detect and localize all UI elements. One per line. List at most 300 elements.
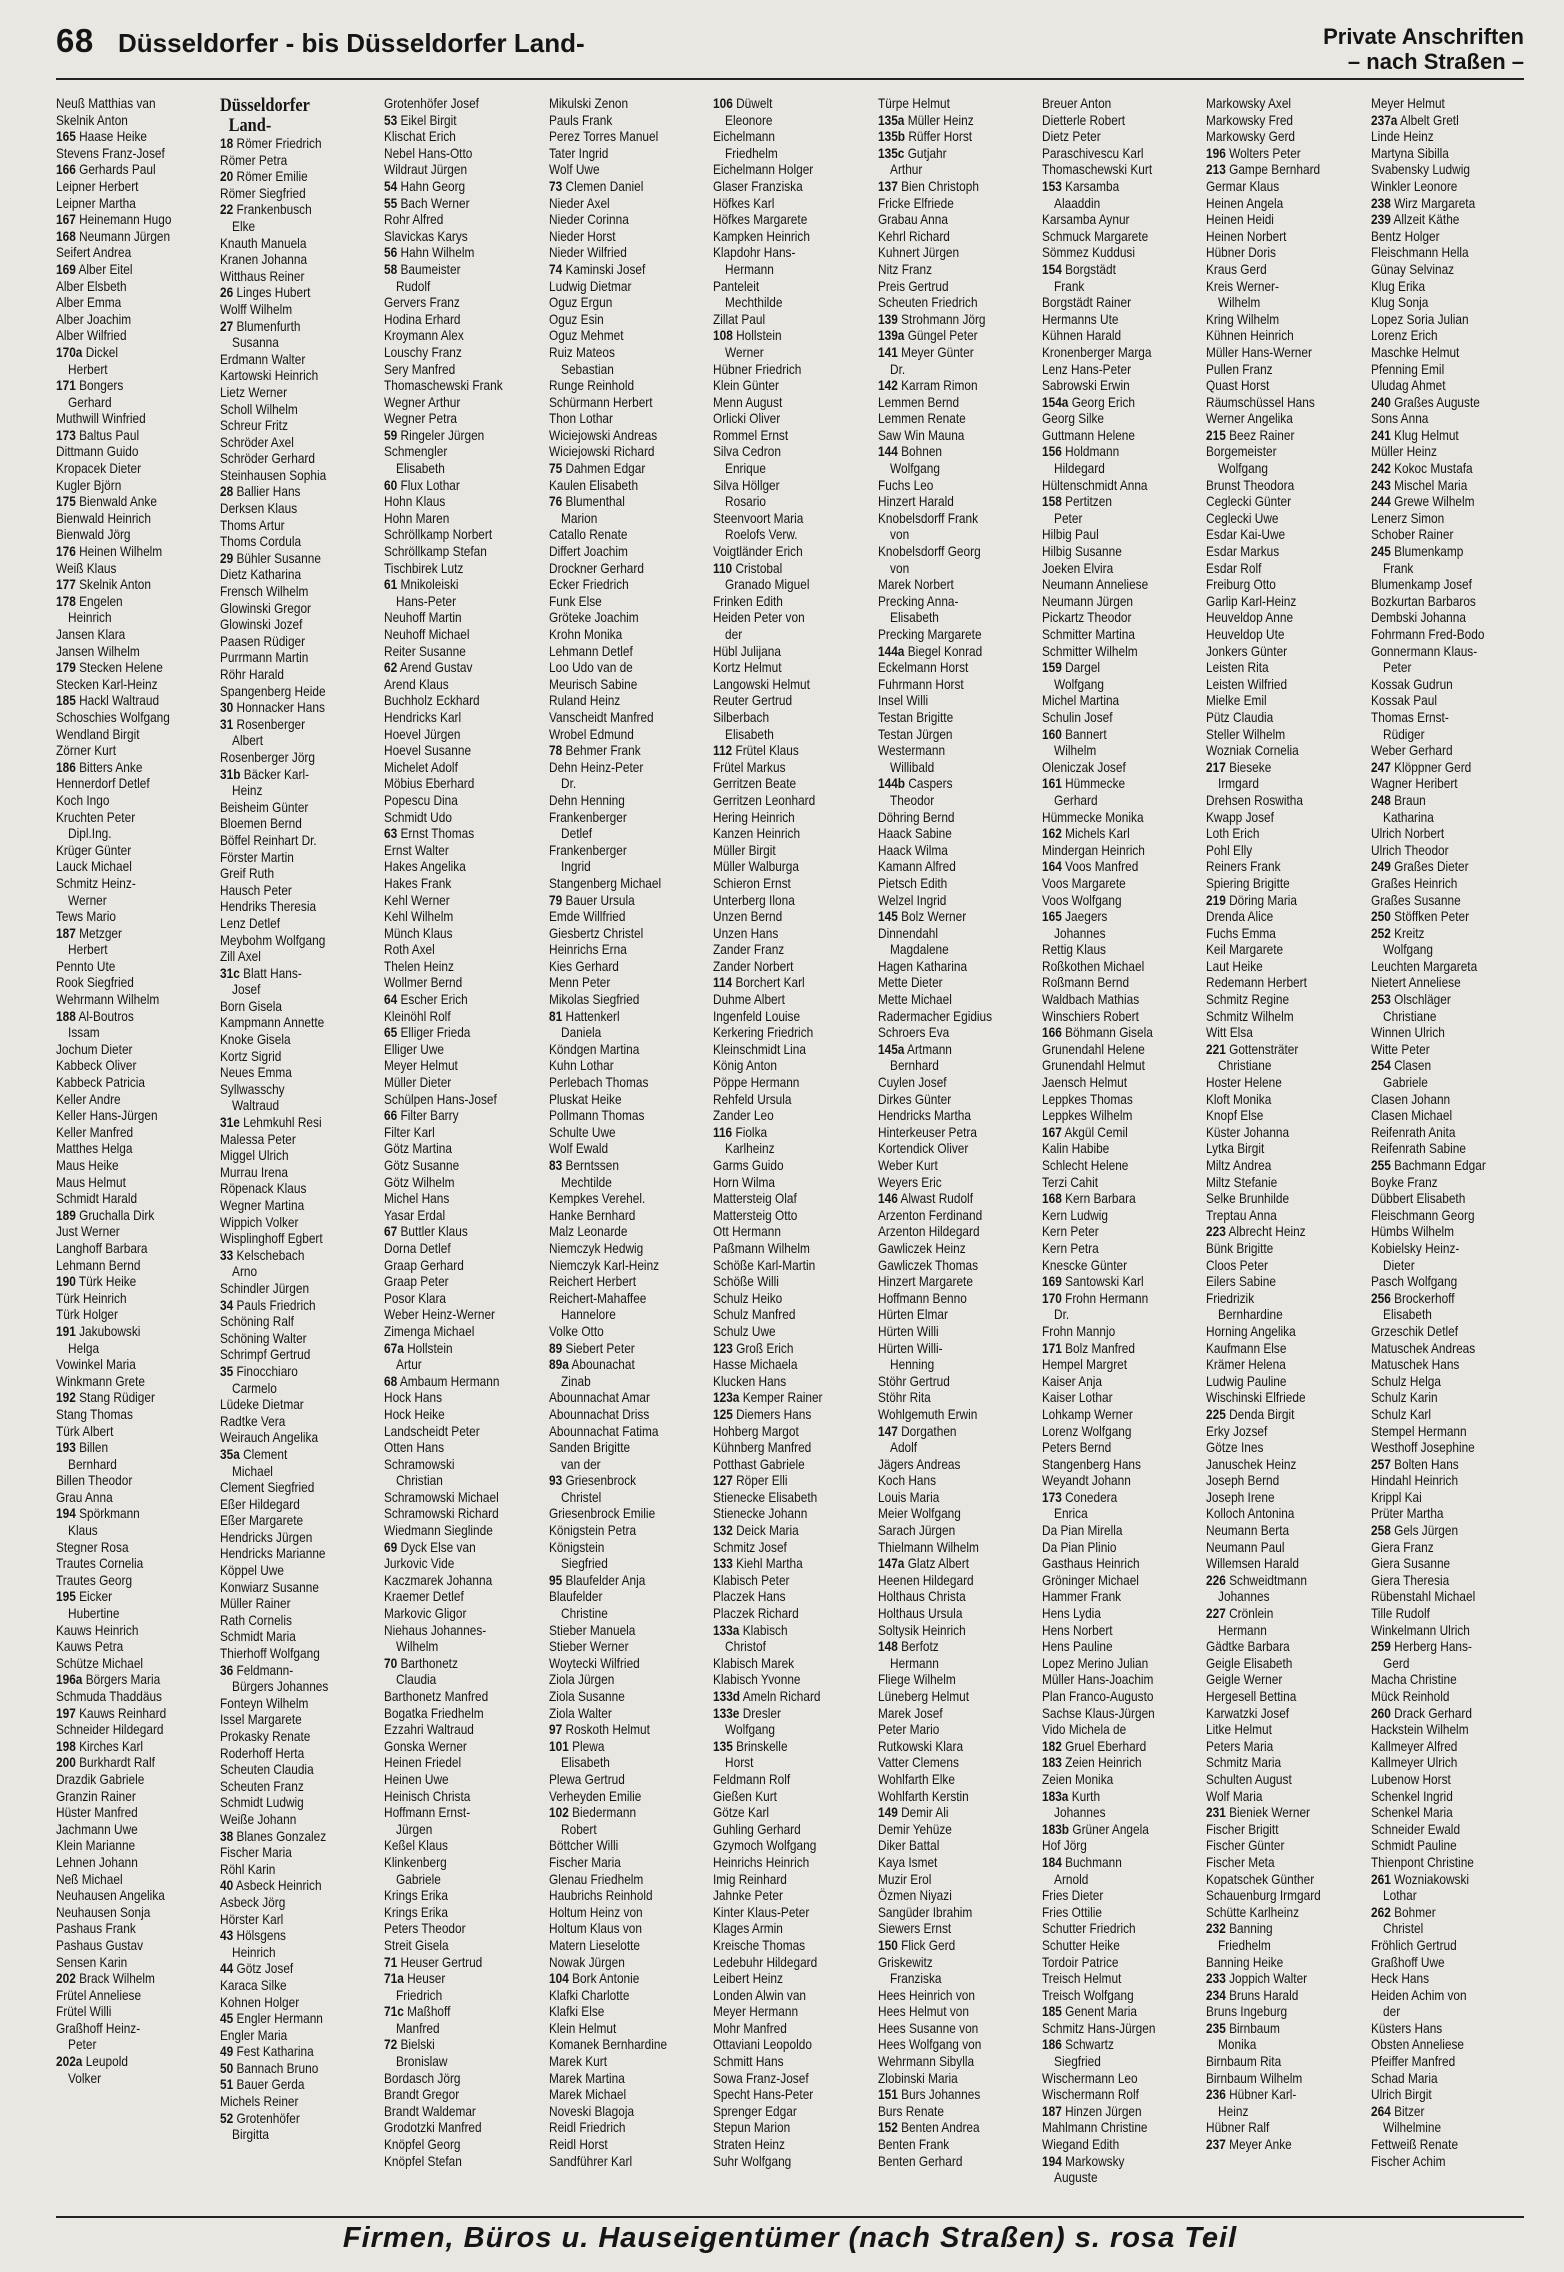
- directory-entry: Dorna Detlef: [384, 1240, 451, 1256]
- directory-entry: Christiane: [1383, 1008, 1437, 1024]
- directory-entry: Bienwald Jörg: [56, 527, 131, 543]
- directory-entry: Schenkel Maria: [1371, 1805, 1453, 1821]
- house-number: 171: [1042, 1340, 1062, 1356]
- directory-entry: Klucken Hans: [713, 1373, 787, 1389]
- directory-entry: Johannes: [1054, 925, 1106, 941]
- directory-entry: Müller Rainer: [220, 1596, 291, 1612]
- directory-entry: Schroers Eva: [878, 1025, 950, 1041]
- directory-entry: Londen Alwin van: [713, 1987, 807, 2003]
- directory-entry: 123a Kemper Rainer: [713, 1390, 823, 1406]
- directory-entry: Radermacher Egidius: [878, 1008, 993, 1024]
- directory-entry: Frankenberger: [549, 842, 627, 858]
- directory-entry: Detlef: [561, 826, 593, 842]
- directory-entry: Christine: [561, 1606, 608, 1622]
- directory-entry: Jachmann Uwe: [56, 1821, 138, 1837]
- directory-entry: Elliger Uwe: [384, 1041, 445, 1057]
- directory-entry: Kehl Wilhelm: [384, 909, 454, 925]
- house-number: 133a: [713, 1622, 740, 1638]
- directory-entry: Heinz: [1218, 2103, 1249, 2119]
- directory-entry: Fischer Brigitt: [1206, 1821, 1279, 1837]
- directory-entry: 160 Bannert: [1042, 726, 1107, 742]
- house-number: 95: [549, 1572, 563, 1588]
- directory-entry: Wildraut Jürgen: [384, 162, 468, 178]
- directory-entry: Zeien Monika: [1042, 1771, 1114, 1787]
- directory-entry: 60 Flux Lothar: [384, 477, 460, 493]
- directory-entry: Fischer Meta: [1206, 1854, 1275, 1870]
- house-number: 106: [713, 96, 733, 111]
- directory-entry: Heinrich: [232, 1944, 276, 1960]
- directory-entry: 110 Cristobal: [713, 560, 783, 576]
- directory-entry: Dr.: [1054, 1307, 1070, 1323]
- house-number: 50: [220, 2060, 234, 2076]
- directory-entry: Leibert Heinz: [713, 1971, 783, 1987]
- directory-entry: Kabbeck Patricia: [56, 1075, 146, 1091]
- directory-entry: Maus Helmut: [56, 1174, 126, 1190]
- directory-entry: 106 Düwelt: [713, 96, 773, 111]
- directory-entry: Zander Franz: [713, 942, 785, 958]
- directory-entry: Pluskat Heike: [549, 1091, 622, 1107]
- house-number: 259: [1371, 1639, 1391, 1655]
- house-number: 176: [56, 544, 76, 560]
- directory-entry: Rommel Ernst: [713, 427, 789, 443]
- directory-entry: Gerhard: [1054, 792, 1098, 808]
- directory-entry: Hörster Karl: [220, 1911, 284, 1927]
- house-number: 197: [56, 1705, 76, 1721]
- directory-entry: Fischer Günter: [1206, 1838, 1285, 1854]
- house-number: 152: [878, 2120, 898, 2136]
- directory-entry: Greif Ruth: [220, 866, 275, 882]
- directory-entry: Weirauch Angelika: [220, 1430, 319, 1446]
- directory-entry: Fuchs Emma: [1206, 925, 1276, 941]
- house-number: 256: [1371, 1290, 1391, 1306]
- directory-entry: Holtum Heinz von: [549, 1904, 643, 1920]
- house-number: 160: [1042, 726, 1062, 742]
- directory-entry: 22 Frankenbusch: [220, 202, 312, 218]
- directory-entry: Leppkes Thomas: [1042, 1091, 1133, 1107]
- directory-entry: Döhring Bernd: [878, 809, 955, 825]
- directory-entry: Buchholz Eckhard: [384, 693, 480, 709]
- directory-entry: Kuhnert Jürgen: [878, 245, 960, 261]
- directory-entry: Dübbert Elisabeth: [1371, 1191, 1466, 1207]
- house-number: 213: [1206, 162, 1226, 178]
- directory-entry: 40 Asbeck Heinrich: [220, 1878, 322, 1894]
- directory-entry: Alber Joachim: [56, 311, 132, 327]
- directory-entry: Unterberg Ilona: [713, 892, 795, 908]
- directory-entry: Rosenberger Jörg: [220, 749, 315, 765]
- directory-entry: Kühnen Heinrich: [1206, 328, 1294, 344]
- directory-entry: Artur: [396, 1357, 422, 1373]
- directory-entry: Reidl Friedrich: [549, 2120, 626, 2136]
- directory-entry: Neumann Paul: [1206, 1539, 1285, 1555]
- directory-entry: Türk Albert: [56, 1423, 114, 1439]
- directory-entry: Meyer Helmut: [384, 1058, 458, 1074]
- house-number: 189: [56, 1207, 76, 1223]
- house-number: 253: [1371, 992, 1391, 1008]
- house-number: 75: [549, 461, 563, 477]
- directory-entry: Lüneberg Helmut: [878, 1689, 970, 1704]
- directory-entry: 169 Alber Eitel: [56, 261, 133, 277]
- house-number: 45: [220, 2011, 234, 2027]
- directory-entry: 183 Zeien Heinrich: [1042, 1755, 1142, 1771]
- directory-entry: Soltysik Heinrich: [878, 1622, 966, 1638]
- directory-entry: 196 Wolters Peter: [1206, 145, 1301, 161]
- directory-entry: Martyna Sibilla: [1371, 145, 1449, 161]
- house-number: 71: [384, 1954, 398, 1970]
- directory-entry: Bernhardine: [1218, 1307, 1283, 1323]
- directory-entry: Ziola Susanne: [549, 1689, 625, 1704]
- directory-entry: Grabau Anna: [878, 212, 948, 228]
- directory-entry: 104 Bork Antonie: [549, 1971, 640, 1987]
- house-number: 249: [1371, 859, 1391, 875]
- directory-entry: Kraus Gerd: [1206, 261, 1267, 277]
- directory-entry: 219 Döring Maria: [1206, 892, 1298, 908]
- house-number: 161: [1042, 776, 1062, 792]
- directory-entry: Kallmeyer Alfred: [1371, 1738, 1458, 1754]
- directory-entry: Giera Franz: [1371, 1539, 1434, 1555]
- directory-entry: Hürten Willi: [878, 1323, 939, 1339]
- directory-entry: Hendriks Theresia: [220, 899, 317, 915]
- directory-entry: Zillat Paul: [713, 311, 766, 327]
- directory-entry: Kropacek Dieter: [56, 461, 142, 477]
- directory-entry: 35 Finocchiaro: [220, 1363, 298, 1379]
- directory-entry: Duhme Albert: [713, 992, 785, 1008]
- directory-entry: Mette Dieter: [878, 975, 943, 991]
- directory-entry: Alber Wilfried: [56, 328, 127, 344]
- directory-entry: Freiburg Otto: [1206, 577, 1276, 593]
- directory-entry: Neuhausen Angelika: [56, 1888, 165, 1904]
- house-number: 186: [1042, 2037, 1062, 2053]
- directory-entry: Schöße Karl-Martin: [713, 1257, 816, 1273]
- directory-entry: Clasen Johann: [1371, 1091, 1451, 1107]
- directory-entry: Obsten Anneliese: [1371, 2037, 1465, 2053]
- page-footer: Firmen, Büros u. Hauseigentümer (nach Straßen) s. rosa Teil: [56, 2216, 1524, 2262]
- directory-entry: Stöhr Rita: [878, 1390, 931, 1406]
- directory-entry: Knoke Gisela: [220, 1032, 291, 1048]
- directory-entry: Ulrich Birgit: [1371, 2087, 1432, 2103]
- directory-entry: Hermann: [725, 261, 774, 277]
- directory-entry: Koch Ingo: [56, 792, 110, 808]
- directory-entry: Köndgen Martina: [549, 1041, 640, 1057]
- directory-entry: 261 Wozniakowski: [1371, 1871, 1470, 1887]
- directory-entry: Kopatschek Günther: [1206, 1871, 1315, 1887]
- house-number: 52: [220, 2110, 234, 2126]
- directory-entry: Böttcher Willi: [549, 1838, 619, 1854]
- directory-entry: Hoffmann Ernst-: [384, 1805, 471, 1821]
- directory-entry: Schober Rainer: [1371, 527, 1454, 543]
- directory-entry: Schmidt Pauline: [1371, 1838, 1457, 1854]
- house-number: 232: [1206, 1921, 1226, 1937]
- directory-entry: Plewa Gertrud: [549, 1771, 625, 1787]
- directory-entry: Türpe Helmut: [878, 96, 950, 111]
- house-number: 61: [384, 577, 398, 593]
- house-number: 142: [878, 378, 898, 394]
- directory-entry: Winschiers Robert: [1042, 1008, 1139, 1024]
- directory-entry: Hümmecke Monika: [1042, 809, 1144, 825]
- directory-entry: Menn August: [713, 394, 783, 410]
- house-number: 221: [1206, 1041, 1226, 1057]
- directory-entry: Benten Gerhard: [878, 2153, 963, 2169]
- house-number: 108: [713, 328, 733, 344]
- directory-entry: Just Werner: [56, 1224, 120, 1240]
- directory-entry: Bruns Ingeburg: [1206, 2004, 1288, 2020]
- directory-entry: Voos Margarete: [1042, 875, 1126, 891]
- directory-entry: Silberbach: [713, 709, 770, 725]
- house-number: 27: [220, 318, 234, 334]
- directory-entry: 52 Grotenhöfer: [220, 2110, 300, 2126]
- directory-entry: van der: [561, 1456, 601, 1472]
- house-number: 112: [713, 743, 733, 759]
- directory-entry: 237a Albelt Gretl: [1371, 112, 1459, 128]
- house-number: 237: [1206, 2137, 1226, 2153]
- directory-entry: Glowinski Gregor: [220, 600, 311, 616]
- directory-entry: Hermann: [1218, 1622, 1267, 1638]
- directory-entry: 177 Skelnik Anton: [56, 577, 152, 593]
- directory-entry: Hürten Elmar: [878, 1307, 948, 1323]
- directory-entry: Klischat Erich: [384, 129, 456, 145]
- directory-entry: Engler Maria: [220, 2027, 288, 2043]
- directory-entry: Wolfgang: [1054, 676, 1104, 692]
- directory-entry: Elke: [232, 218, 256, 234]
- directory-entry: Purrmann Martin: [220, 650, 309, 666]
- directory-entry: Kreis Werner-: [1206, 278, 1279, 294]
- directory-entry: Prüter Martha: [1371, 1506, 1444, 1522]
- directory-entry: Hilbig Paul: [1042, 527, 1099, 543]
- directory-entry: Issam: [68, 1025, 100, 1041]
- directory-entry: Küster Johanna: [1206, 1124, 1290, 1140]
- directory-entry: 133e Dresler: [713, 1705, 781, 1721]
- directory-entry: Redemann Herbert: [1206, 975, 1307, 991]
- house-number: 59: [384, 427, 398, 443]
- directory-entry: Schmidt Ludwig: [220, 1795, 304, 1811]
- house-number: 217: [1206, 759, 1226, 775]
- directory-entry: Karaca Silke: [220, 1977, 287, 1993]
- directory-entry: Kruchten Peter: [56, 809, 136, 825]
- directory-entry: Imig Reinhard: [713, 1871, 787, 1887]
- directory-entry: Birnbaum Wilhelm: [1206, 2070, 1303, 2086]
- directory-entry: Frank: [1383, 560, 1414, 576]
- directory-entry: Kortendick Oliver: [878, 1141, 969, 1157]
- directory-entry: Christiane: [1218, 1058, 1272, 1074]
- directory-entry: Steenvoort Maria: [713, 510, 804, 526]
- directory-entry: Frensch Wilhelm: [220, 584, 309, 600]
- directory-entry: Da Pian Plinio: [1042, 1539, 1117, 1555]
- house-number: 239: [1371, 212, 1391, 228]
- directory-entry: Drenda Alice: [1206, 909, 1274, 925]
- directory-entry: Schramowski: [384, 1456, 455, 1472]
- directory-entry: Hagen Katharina: [878, 958, 968, 974]
- house-number: 219: [1206, 892, 1226, 908]
- directory-entry: Nowak Jürgen: [549, 1954, 625, 1970]
- directory-entry: Willemsen Harald: [1206, 1556, 1299, 1572]
- directory-entry: Keller Andre: [56, 1091, 121, 1107]
- directory-entry: Christof: [725, 1639, 766, 1655]
- directory-entry: Sensen Karin: [56, 1954, 128, 1970]
- directory-entry: Thielmann Wilhelm: [878, 1539, 979, 1555]
- directory-entry: Wegner Petra: [384, 411, 457, 427]
- house-number: 69: [384, 1539, 398, 1555]
- directory-entry: Langhoff Barbara: [56, 1240, 148, 1256]
- directory-entry: Wolfgang: [890, 461, 940, 477]
- directory-entry: 76 Blumenthal: [549, 494, 625, 510]
- directory-column-9: [1371, 96, 1505, 2194]
- directory-entry: Hinzert Margarete: [878, 1274, 973, 1290]
- directory-entry: Gervers Franz: [384, 295, 460, 311]
- directory-entry: Wiciejowski Richard: [549, 444, 655, 460]
- directory-entry: Wisplinghoff Egbert: [220, 1231, 323, 1247]
- directory-entry: 66 Filter Barry: [384, 1108, 459, 1124]
- directory-entry: Dietz Peter: [1042, 129, 1101, 145]
- directory-entry: Marek Norbert: [878, 577, 954, 593]
- directory-entry: 152 Benten Andrea: [878, 2120, 980, 2136]
- directory-entry: Kraemer Detlef: [384, 1589, 464, 1605]
- directory-entry: 170 Frohn Hermann: [1042, 1290, 1149, 1306]
- directory-entry: Hermann: [890, 1655, 939, 1671]
- directory-entry: 202 Brack Wilhelm: [56, 1971, 155, 1987]
- directory-entry: 235 Birnbaum: [1206, 2020, 1280, 2036]
- directory-entry: Slavickas Karys: [384, 228, 468, 244]
- directory-entry: 64 Escher Erich: [384, 992, 468, 1008]
- directory-entry: Witt Elsa: [1206, 1025, 1253, 1041]
- directory-entry: Bünk Brigitte: [1206, 1240, 1274, 1256]
- directory-entry: 61 Mnikoleiski: [384, 577, 459, 593]
- house-number: 154: [1042, 261, 1062, 277]
- directory-entry: Kortz Helmut: [713, 660, 782, 676]
- directory-entry: Knescke Günter: [1042, 1257, 1128, 1273]
- directory-entry: Neß Michael: [56, 1871, 123, 1887]
- directory-entry: Paraschivescu Karl: [1042, 145, 1144, 161]
- directory-entry: Schröllkamp Stefan: [384, 544, 487, 560]
- directory-entry: Kehrl Richard: [878, 228, 950, 244]
- directory-entry: 217 Bieseke: [1206, 759, 1272, 775]
- directory-entry: Schmengler: [384, 444, 448, 460]
- directory-entry: Franziska: [890, 1971, 942, 1987]
- directory-entry: Pasch Wolfgang: [1371, 1274, 1458, 1290]
- directory-entry: Weiß Klaus: [56, 560, 117, 576]
- directory-entry: Laut Heike: [1206, 958, 1263, 974]
- directory-entry: 139 Strohmann Jörg: [878, 311, 986, 327]
- directory-entry: Keßel Klaus: [384, 1838, 448, 1854]
- directory-entry: Eleonore: [725, 112, 773, 128]
- directory-entry: 184 Buchmann: [1042, 1854, 1122, 1870]
- directory-entry: 165 Jaegers: [1042, 909, 1108, 925]
- directory-entry: Sprenger Edgar: [713, 2103, 797, 2119]
- directory-entry: Lehmann Detlef: [549, 643, 633, 659]
- directory-entry: Muthwill Winfried: [56, 411, 146, 427]
- directory-entry: Fischer Achim: [1371, 2153, 1446, 2169]
- directory-entry: Neumann Berta: [1206, 1523, 1290, 1539]
- directory-entry: Esdar Rolf: [1206, 560, 1262, 576]
- directory-entry: Borgstädt Rainer: [1042, 295, 1132, 311]
- directory-entry: Hergesell Bettina: [1206, 1689, 1297, 1704]
- directory-entry: von: [890, 560, 910, 576]
- directory-entry: Peter: [1054, 510, 1083, 526]
- directory-entry: 147a Glatz Albert: [878, 1556, 970, 1572]
- house-number: 254: [1371, 1058, 1391, 1074]
- house-number: 153: [1042, 178, 1062, 194]
- directory-entry: 248 Braun: [1371, 792, 1426, 808]
- directory-entry: Popescu Dina: [384, 792, 458, 808]
- house-number: 185: [1042, 2004, 1062, 2020]
- directory-entry: 226 Schweidtmann: [1206, 1572, 1307, 1588]
- directory-entry: Schmitz Wilhelm: [1206, 1008, 1294, 1024]
- directory-entry: Wischermann Rolf: [1042, 2087, 1139, 2103]
- directory-entry: Joeken Elvira: [1042, 560, 1114, 576]
- directory-entry: Knopf Else: [1206, 1108, 1264, 1124]
- directory-entry: Demir Yehüze: [878, 1821, 952, 1837]
- directory-entry: von: [890, 527, 910, 543]
- directory-entry: Silva Höllger: [713, 477, 780, 493]
- house-number: 31: [220, 716, 234, 732]
- directory-entry: Blumenkamp Josef: [1371, 577, 1472, 593]
- directory-entry: Kaufmann Else: [1206, 1340, 1287, 1356]
- directory-entry: Reiter Susanne: [384, 643, 466, 659]
- directory-entry: Thierhoff Wolfgang: [220, 1646, 320, 1662]
- directory-entry: Trautes Georg: [56, 1572, 133, 1588]
- house-number: 147a: [878, 1556, 905, 1572]
- directory-entry: 45 Engler Hermann: [220, 2011, 323, 2027]
- house-number: 252: [1371, 925, 1391, 941]
- directory-entry: 202a Leupold: [56, 2054, 128, 2070]
- directory-entry: Sangüder Ibrahim: [878, 1904, 973, 1920]
- directory-entry: Hoffmann Benno: [878, 1290, 967, 1306]
- directory-entry: Elisabeth: [890, 610, 939, 626]
- house-number: 169: [1042, 1274, 1062, 1290]
- directory-entry: Frankenberger: [549, 809, 627, 825]
- directory-entry: Oleniczak Josef: [1042, 759, 1126, 775]
- directory-entry: 225 Denda Birgit: [1206, 1406, 1295, 1422]
- directory-entry: Hennerdorf Detlef: [56, 776, 150, 792]
- directory-entry: Wohlfarth Kerstin: [878, 1788, 969, 1804]
- directory-entry: Kauws Heinrich: [56, 1622, 139, 1638]
- directory-entry: 254 Clasen: [1371, 1058, 1432, 1074]
- directory-entry: Bozkurtan Barbaros: [1371, 593, 1476, 609]
- directory-entry: Müller Hans-Werner: [1206, 344, 1312, 360]
- directory-entry: Knöpfel Georg: [384, 2137, 461, 2153]
- directory-entry: Nieder Wilfried: [549, 245, 627, 261]
- directory-entry: Michel Hans: [384, 1191, 450, 1207]
- directory-entry: 164 Voos Manfred: [1042, 859, 1139, 875]
- directory-entry: Hakes Angelika: [384, 859, 466, 875]
- house-number: 83: [549, 1158, 563, 1173]
- directory-entry: 18 Römer Friedrich: [220, 136, 322, 151]
- directory-entry: Verheyden Emilie: [549, 1788, 642, 1804]
- directory-entry: Hees Wolfgang von: [878, 2037, 982, 2053]
- directory-entry: Langowski Helmut: [713, 676, 810, 692]
- directory-entry: Birgitta: [232, 2127, 269, 2143]
- house-number: 40: [220, 1878, 234, 1894]
- directory-entry: 141 Meyer Günter: [878, 344, 974, 360]
- directory-entry: Hempel Margret: [1042, 1357, 1128, 1373]
- directory-entry: Giera Susanne: [1371, 1556, 1451, 1572]
- house-number: 133d: [713, 1689, 741, 1704]
- directory-entry: Skelnik Anton: [56, 112, 128, 128]
- directory-entry: 108 Hollstein: [713, 328, 782, 344]
- directory-entry: 236 Hübner Karl-: [1206, 2087, 1297, 2103]
- directory-entry: Peter Mario: [878, 1722, 940, 1738]
- directory-entry: 63 Ernst Thomas: [384, 826, 475, 842]
- directory-entry: Rüdiger: [1383, 726, 1425, 742]
- directory-entry: Grau Anna: [56, 1489, 113, 1505]
- directory-entry: Fischer Maria: [549, 1854, 621, 1870]
- directory-entry: Spiering Brigitte: [1206, 875, 1290, 891]
- directory-entry: Barthonetz Manfred: [384, 1689, 489, 1704]
- house-number: 178: [56, 593, 76, 609]
- directory-entry: Enrique: [725, 461, 766, 477]
- directory-entry: Schmitz Josef: [713, 1539, 787, 1555]
- directory-entry: Schöning Walter: [220, 1330, 307, 1346]
- directory-entry: 190 Türk Heike: [56, 1274, 137, 1290]
- directory-entry: Schmitter Wilhelm: [1042, 643, 1138, 659]
